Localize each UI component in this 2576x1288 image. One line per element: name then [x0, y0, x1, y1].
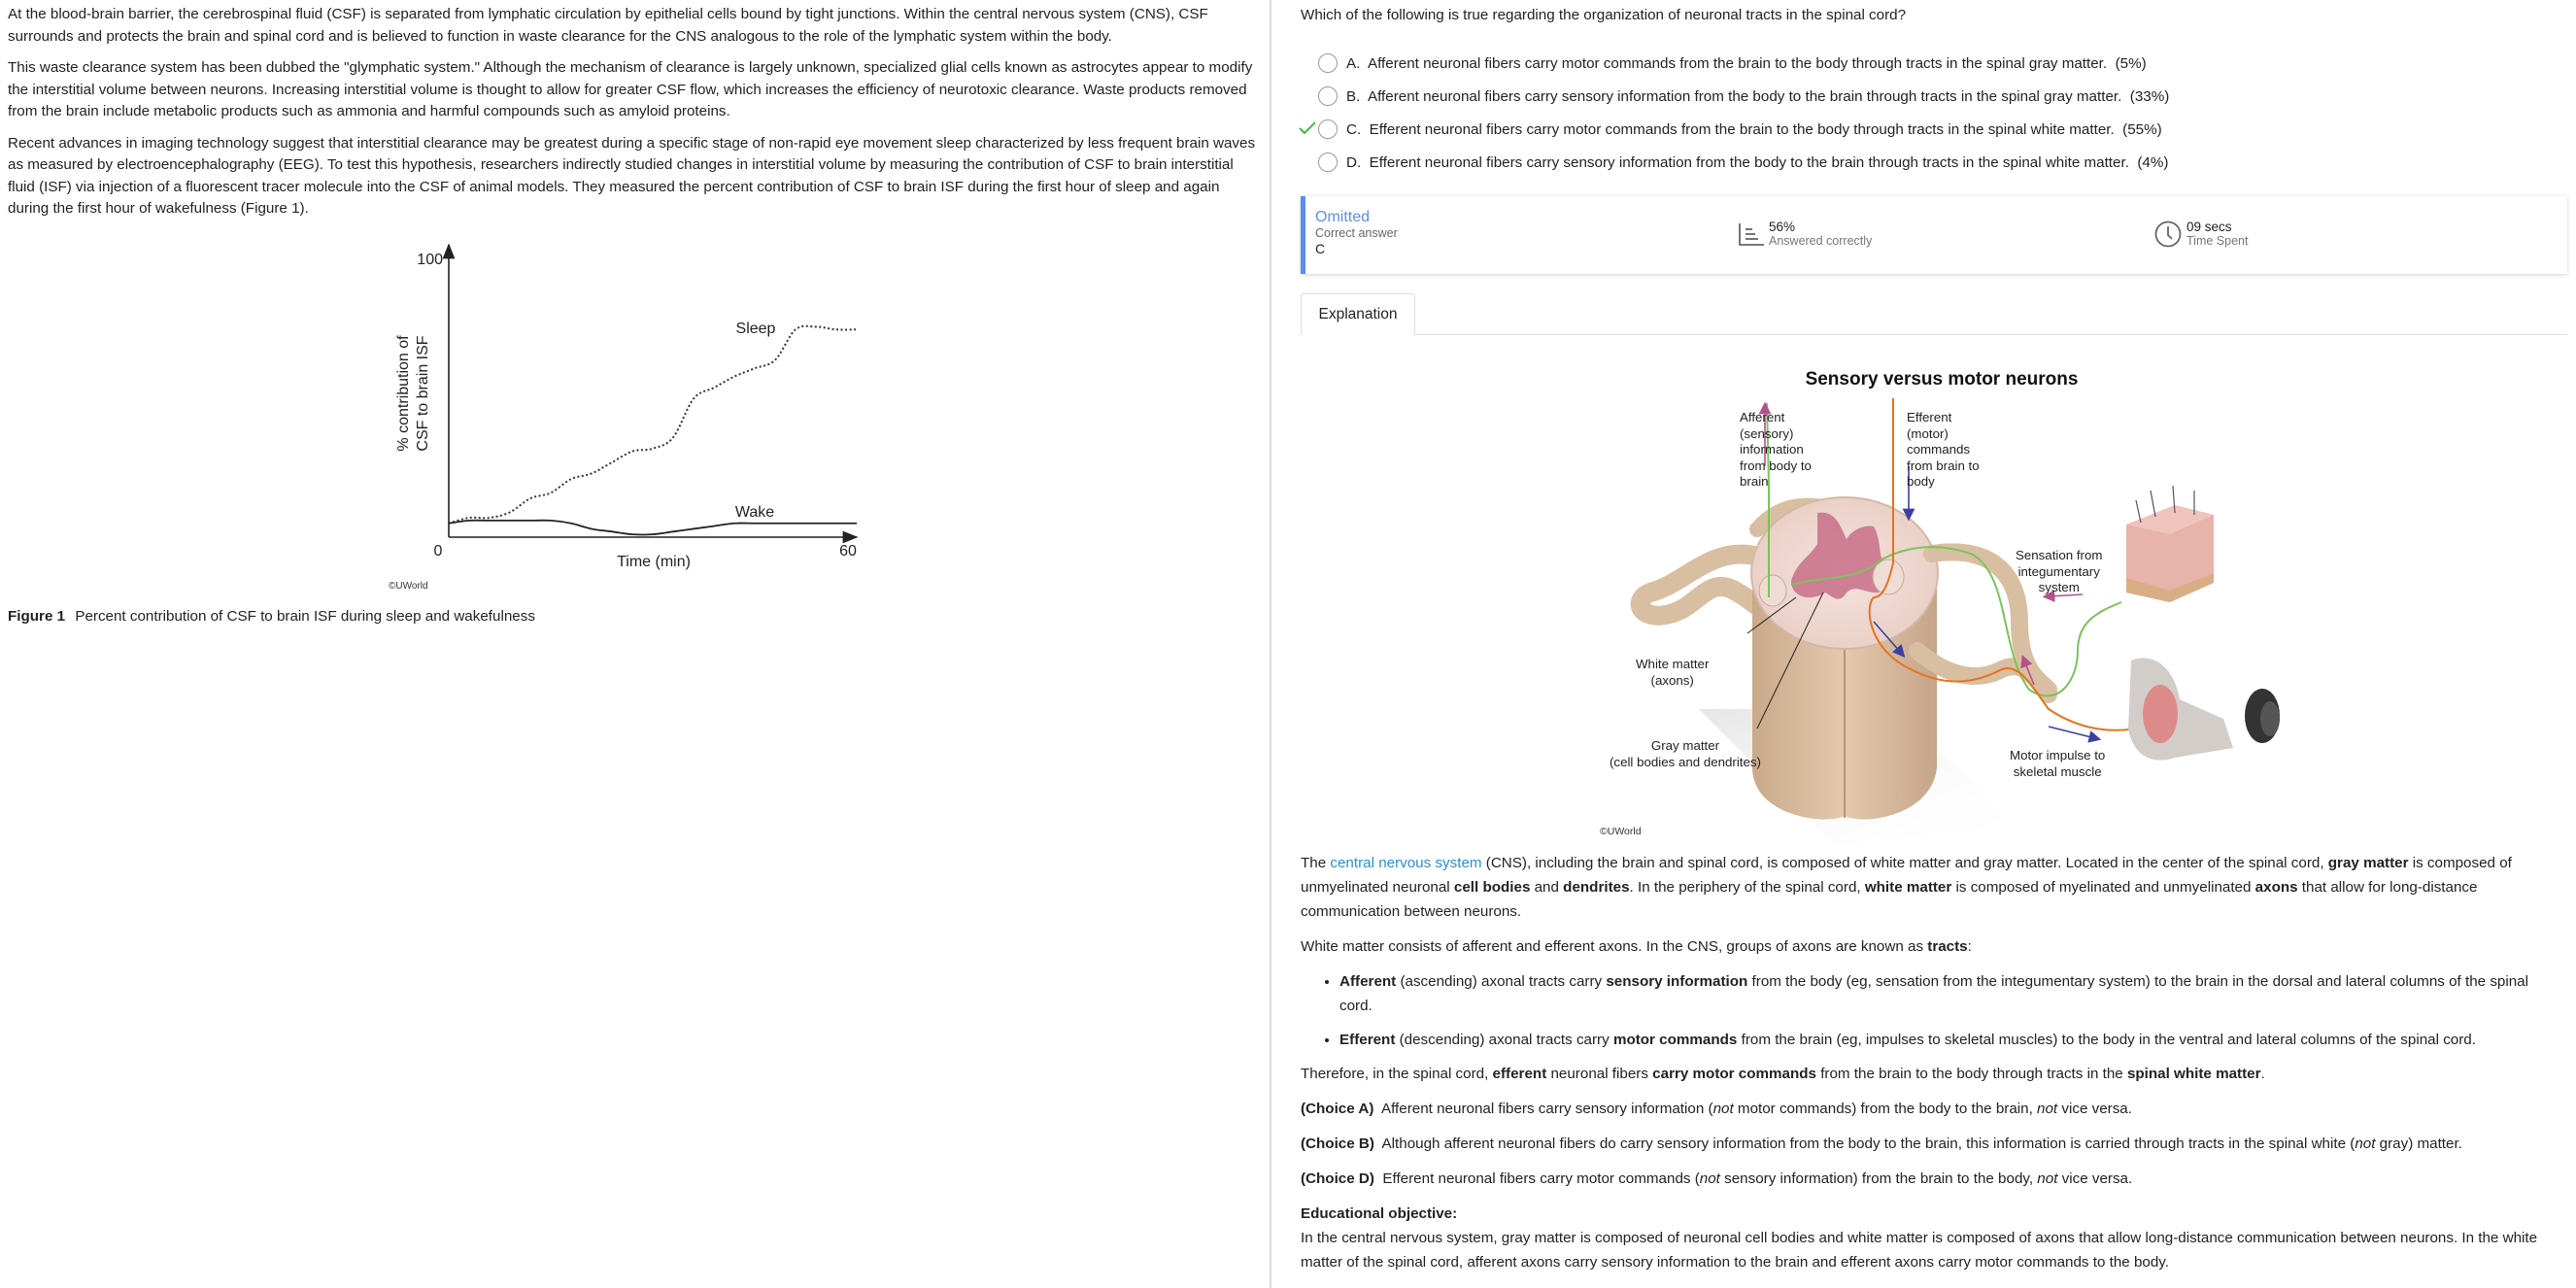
figure-label: Figure 1: [8, 608, 66, 625]
white-matter-label: White matter (axons): [1636, 657, 1710, 688]
radio-button[interactable]: [1318, 53, 1338, 73]
sensation-label: Sensation from integumentary system: [2016, 548, 2103, 594]
figure-caption-text: Percent contribution of CSF to brain ISF during sleep and wakefulness: [75, 608, 535, 625]
radio-button[interactable]: [1318, 119, 1338, 139]
educational-objective-text: In the central nervous system, gray matter is composed of neuronal cell bodies and white matter is composed of axons that allow long-distance communication between neurons. In the white matter of the spinal cord, afferent axons carry sensory information to the brain and efferent axons carry motor commands to the body.: [1301, 1230, 2538, 1271]
answer-status: [1315, 208, 1398, 257]
status-badge: Omitted: [1315, 209, 1371, 225]
stem-paragraph: This waste clearance system has been dubbed the "glymphatic system." Although the mechanism of clearance is largely unknown, specialized glial cells known as astrocytes appear to modify the interstitial volume between neurons. Increasing interstitial volume is thought to allow for greater CSF flow, which increases the efficiency of neurotoxic clearance. Waste products removed from the brain include metabolic products such as ammonia and harmful compounds such as amyloid proteins.: [8, 59, 1253, 119]
efferent-label: Efferent (motor) commands from brain to body: [1907, 410, 1980, 489]
tract-list: [1339, 969, 2563, 1052]
explanation-tab-bar: [1301, 293, 2567, 335]
sleep-series-label: Sleep: [735, 321, 776, 337]
choice-a-explanation: (Choice A) Afferent neuronal fibers carry sensory information (not motor commands) from the body to the brain, not vice versa.: [1301, 1101, 2132, 1117]
percent-correct-stat: [1736, 220, 1872, 249]
correct-answer-label: Correct answer: [1315, 226, 1398, 240]
x-tick-60: 60: [839, 543, 857, 559]
wake-series-line: [449, 521, 857, 535]
answer-stats-card: [1301, 196, 2567, 274]
answer-choices: [1297, 47, 2169, 179]
stem-paragraph: Recent advances in imaging technology suggest that interstitial clearance may be greatest during a specific stage of non-rapid eye movement sleep characterized by less frequent brain waves as measured by electroencephalography (EEG). To test this hypothesis, researchers indirectly studied changes in interstitial volume by measuring the contribution of CSF to brain interstitial fluid (ISF) via injection of a fluorescent tracer molecule into the CSF of animal models. They measured the percent contribution of CSF to brain ISF during the first hour of sleep and again during the first hour of wakefulness (Figure 1).: [8, 134, 1256, 217]
choice-c[interactable]: [1297, 113, 2169, 146]
explanation-text: [1301, 851, 2563, 1285]
wake-series-label: Wake: [734, 504, 775, 521]
tab-explanation[interactable]: Explanation: [1301, 293, 1415, 335]
radio-button[interactable]: [1318, 153, 1338, 172]
correct-answer-value: C: [1315, 241, 1326, 256]
choice-d[interactable]: [1297, 146, 2169, 179]
explanation-paragraph: White matter consists of afferent and efferent axons. In the CNS, groups of axons are known as tracts:: [1301, 938, 1972, 955]
choice-a[interactable]: [1297, 47, 2169, 80]
bar-chart-icon: [1736, 220, 1765, 249]
figure-copyright: ©UWorld: [389, 581, 428, 592]
question-stem-panel: [0, 0, 1271, 1288]
explanation-paragraph: The central nervous system (CNS), including the brain and spinal cord, is composed of white matter and gray matter. Located in the center of the spinal cord, gray matter is composed of unmyelinated neuronal cell bodies and dendrites. In the periphery of the spinal cord, white matter is composed of myelinated and unmyelinated axons that allow for long-distance communication between neurons.: [1301, 855, 2512, 920]
list-item: • Afferent (ascending) axonal tracts carry sensory information from the body (eg, sensation from the integumentary system) to the brain in the dorsal and lateral columns of the spinal cord.: [1339, 969, 2563, 1018]
question-text: Which of the following is true regarding the organization of neuronal tracts in the spinal cord?: [1301, 7, 1907, 23]
y-axis-label-line1: % contribution of: [395, 335, 412, 452]
cns-link[interactable]: central nervous system: [1330, 855, 1482, 871]
x-axis-label: Time (min): [617, 554, 691, 570]
choice-label: D. Efferent neuronal fibers carry sensory information from the body to the brain through tracts in the spinal white matter. (4%): [1346, 153, 2169, 171]
answer-explanation-panel: [1271, 0, 2576, 1288]
percent-correct-label: Answered correctly: [1769, 234, 1873, 248]
correct-check-icon: [1297, 119, 1318, 140]
educational-objective-title: Educational objective:: [1301, 1205, 1458, 1222]
sleep-series-line: [449, 326, 857, 524]
afferent-label: Afferent (sensory) information from body to brain: [1740, 410, 1812, 489]
list-item: • Efferent (descending) axonal tracts carry motor commands from the brain (eg, impulses to skeletal muscles) to the body in the ventral and lateral columns of the spinal cord.: [1339, 1028, 2563, 1052]
percent-correct-value: 56%: [1769, 220, 1796, 234]
figure-title: Sensory versus motor neurons: [1805, 369, 2079, 390]
explanation-paragraph: Therefore, in the spinal cord, efferent neuronal fibers carry motor commands from the brain to the body through tracts in the spinal white matter.: [1301, 1066, 2265, 1082]
time-spent-value: 09 secs: [2186, 220, 2232, 234]
figure-1: [0, 233, 1271, 622]
line-chart: [0, 233, 1271, 622]
choice-label: A. Afferent neuronal fibers carry motor commands from the brain to the body through tracts in the spinal gray matter. (5%): [1346, 54, 2147, 72]
choice-label: C. Efferent neuronal fibers carry motor commands from the brain to the body through tracts in the spinal white matter. (55%): [1346, 120, 2162, 138]
gray-matter-label: Gray matter (cell bodies and dendrites): [1610, 738, 1761, 769]
time-spent-label: Time Spent: [2186, 234, 2249, 248]
figure-caption: [8, 608, 535, 625]
radio-button[interactable]: [1318, 86, 1338, 106]
clock-icon: [2153, 220, 2183, 249]
y-axis-label-line2: CSF to brain ISF: [415, 335, 431, 452]
origin-label: 0: [433, 543, 443, 559]
sensory-motor-figure: [1592, 359, 2291, 845]
choice-b[interactable]: [1297, 80, 2169, 113]
time-spent-stat: [2153, 220, 2248, 249]
choice-b-explanation: (Choice B) Although afferent neuronal fibers do carry sensory information from the body to the brain, this information is carried through tracts in the spinal white (not gray) matter.: [1301, 1135, 2462, 1152]
figure-copyright: ©UWorld: [1600, 826, 1642, 837]
y-tick-100: 100: [417, 252, 443, 268]
stem-paragraph: At the blood-brain barrier, the cerebrospinal fluid (CSF) is separated from lymphatic circulation by epithelial cells bound by tight junctions. Within the central nervous system (CNS), CSF surrounds and protects the brain and spinal cord and is believed to function in waste clearance for the CNS analogous to the role of the lymphatic system within the body.: [8, 6, 1208, 45]
choice-d-explanation: (Choice D) Efferent neuronal fibers carry motor commands (not sensory information) from the brain to the body, not vice versa.: [1301, 1170, 2133, 1187]
motor-impulse-label: Motor impulse to skeletal muscle: [2010, 748, 2106, 779]
choice-label: B. Afferent neuronal fibers carry sensory information from the body to the brain through tracts in the spinal gray matter. (33%): [1346, 87, 2170, 105]
